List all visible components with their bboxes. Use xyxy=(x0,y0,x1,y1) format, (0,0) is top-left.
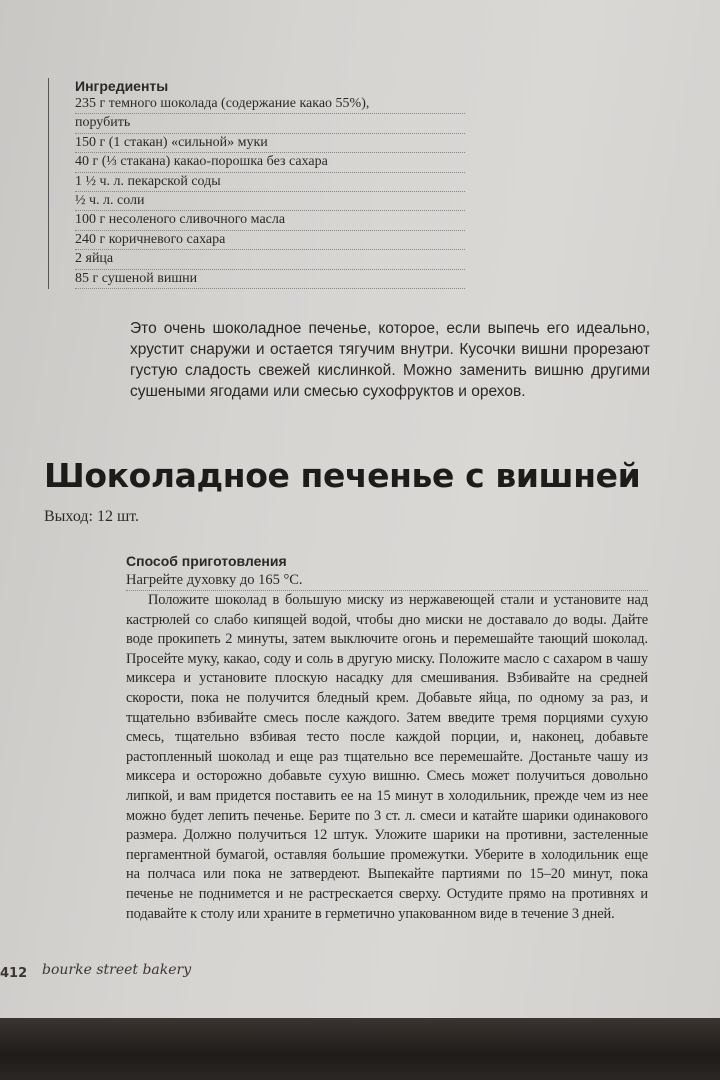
method-preheat: Нагрейте духовку до 165 °С. xyxy=(126,570,648,591)
method-heading: Способ приготовления xyxy=(126,553,287,569)
ingredient-item: 100 г несоленого сливочного масла xyxy=(75,211,465,230)
recipe-yield: Выход: 12 шт. xyxy=(44,508,140,525)
ingredient-item: 40 г (⅓ стакана) какао-порошка без сахара xyxy=(75,153,465,172)
ingredient-item: 85 г сушеной вишни xyxy=(75,270,465,289)
ingredient-item: 2 яйца xyxy=(75,250,465,269)
method-body: Положите шоколад в большую миску из нержавеющей стали и установите над кастрюлей со слабо кипящей водой, чтобы дно миски не доставало до воды. Дайте воде прокипеть 2 минуты, затем выключите огонь и перемешайте тающий шоколад. Просейте муку, какао, соду и соль в другую миску. Положите масло с сахаром в чашу миксера и установите плоскую насадку для смешивания. Взбивайте на средней скорости, пока не получится бледный крем. Добавьте яйца, по одному за раз, и тщательно взбивайте смесь после каждого. Затем введите тремя порциями сухую смесь, тщательно взбивая тесто после каждой порции, и, наконец, добавьте растопленный шоколад и еще раз тщательно все перемешайте. Достаньте чашу из миксера и осторожно добавьте сухую вишню. Смесь может получиться довольно липкой, и вам придется поставить ее на 15 минут в холодильник, прежде чем из нее можно будет лепить печенье. Берите по 3 ст. л. смеси и катайте шарики одинакового размера. Должно получиться 12 штук. Уложите шарики на противни, застеленные пергаментной бумагой, оставляя большие промежутки. Уберите в холодильник еще на полчаса или пока не затвердеют. Выпекайте партиями по 15–20 минут, пока печенье не поднимется и не растрескается сверху. Остудите прямо на противнях и подавайте к столу или храните в герметично упакованном виде в течение 3 дней. xyxy=(126,592,648,922)
ingredient-item: 235 г темного шоколада (содержание какао 55%), xyxy=(75,95,465,114)
ingredient-item: ½ ч. л. соли xyxy=(75,192,465,211)
ingredient-item: порубить xyxy=(75,114,465,133)
method-section xyxy=(126,552,648,924)
recipe-title: Шоколадное печенье с вишней xyxy=(44,456,641,495)
recipe-intro: Это очень шоколадное печенье, которое, если выпечь его идеально, хрустит снаружи и остается тягучим внутри. Кусочки вишни прорезают густую сладость свежей кислинкой. Можно заменить вишню другими сушеными ягодами или смесью сухофруктов и орехов. xyxy=(130,320,650,400)
ingredient-item: 240 г коричневого сахара xyxy=(75,231,465,250)
page-number: 412 xyxy=(0,966,28,981)
background-shadow xyxy=(0,1018,720,1080)
book-brand: bourke street bakery xyxy=(42,962,192,978)
ingredients-box xyxy=(48,78,465,289)
ingredient-item: 1 ½ ч. л. пекарской соды xyxy=(75,173,465,192)
ingredients-heading: Ингредиенты xyxy=(75,78,169,94)
ingredient-item: 150 г (1 стакан) «сильной» муки xyxy=(75,134,465,153)
